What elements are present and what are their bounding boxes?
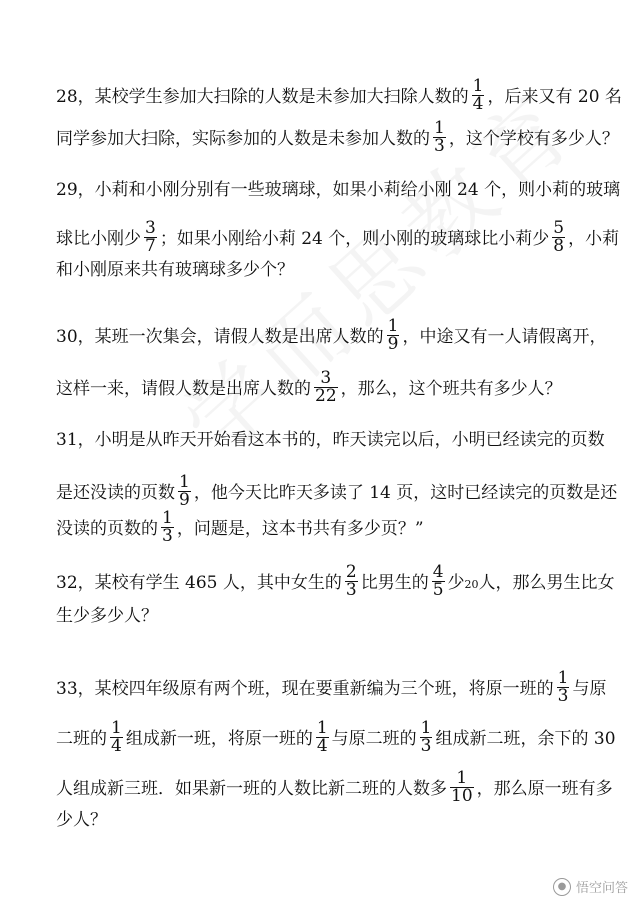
problem-31-line-3: [56, 508, 610, 547]
text-run: 30，某班一次集会，请假人数是出席人数的: [56, 327, 384, 347]
fraction: [557, 670, 570, 705]
small-number: 20: [464, 578, 479, 591]
fraction: [450, 770, 474, 805]
text-run: 32，某校有学生 465 人，其中女生的: [56, 573, 342, 593]
problem-33-line-2: [56, 718, 616, 757]
text-run: 少人？: [56, 810, 107, 830]
problem-31-line-1: [56, 428, 610, 452]
text-run: ；如果小刚给小莉 24 个，则小刚的玻璃球比小莉少: [159, 229, 550, 249]
text-run: 人组成新三班．如果新一班的人数比新二班的人数多: [56, 779, 447, 799]
problem-33-line-4: [56, 808, 610, 832]
fraction-denominator: 3: [162, 526, 173, 546]
fraction: [345, 564, 358, 599]
fraction: [314, 370, 338, 405]
problem-33-line-1: [56, 668, 610, 707]
fraction-denominator: 9: [179, 490, 190, 510]
text-run: 28，某校学生参加大扫除的人数是未参加大扫除人数的: [56, 87, 469, 107]
fraction-numerator: 1: [111, 718, 122, 738]
fraction: [144, 220, 157, 255]
text-run: 球比小刚少: [56, 229, 141, 249]
problem-28-line-2: [56, 118, 619, 157]
fraction-denominator: 9: [387, 334, 399, 354]
text-run: 是还没读的页数: [56, 483, 175, 503]
fraction-numerator: 2: [345, 562, 357, 582]
text-run: 没读的页数的: [56, 519, 158, 539]
fraction-numerator: 3: [145, 218, 156, 238]
fraction: [110, 720, 123, 755]
text-run: 与原二班的: [331, 729, 417, 749]
problem-30-line-2: [56, 368, 610, 407]
problem-30-line-1: [56, 316, 610, 355]
fraction-denominator: 22: [315, 386, 337, 406]
problem-29-line-2: [56, 218, 620, 257]
fraction: [420, 720, 433, 755]
fraction-denominator: 3: [420, 736, 432, 756]
fraction-denominator: 5: [432, 580, 444, 600]
fraction: [387, 318, 400, 353]
text-run: 31，小明是从昨天开始看这本书的，昨天读完以后，小明已经读完的页数: [56, 430, 605, 450]
text-run: 人，那么男生比女: [478, 573, 615, 593]
fraction: [178, 474, 191, 509]
fraction-numerator: 3: [320, 368, 332, 388]
fraction-denominator: 4: [316, 736, 328, 756]
text-run: ，问题是，这本书共有多少页？”: [176, 519, 424, 539]
fraction-numerator: 4: [432, 562, 444, 582]
fraction: [472, 78, 485, 113]
brand-badge: [553, 877, 628, 896]
text-run: 和小刚原来共有玻璃球多少个？: [56, 260, 294, 280]
text-run: ，他今天比昨天多读了 14 页，这时已经读完的页数是还: [193, 483, 618, 503]
text-run: 与原: [572, 679, 607, 699]
fraction-numerator: 1: [557, 668, 569, 688]
fraction-numerator: 1: [179, 472, 190, 492]
text-run: ，那么原一班有多: [476, 779, 613, 799]
fraction-numerator: 1: [316, 718, 328, 738]
text-run: ，这个学校有多少人？: [448, 129, 619, 149]
fraction-denominator: 3: [434, 136, 445, 156]
fraction: [552, 220, 565, 255]
problem-28-line-1: [56, 76, 622, 115]
problem-29-line-3: [56, 258, 610, 282]
fraction-numerator: 1: [162, 508, 173, 528]
fraction-denominator: 3: [345, 580, 357, 600]
fraction: [161, 510, 174, 545]
text-run: 29，小莉和小刚分别有一些玻璃球，如果小莉给小刚 24 个，则小莉的玻璃: [56, 180, 621, 200]
fraction-numerator: 5: [553, 218, 565, 238]
text-run: 组成新一班，将原一班的: [125, 729, 313, 749]
text-run: 同学参加大扫除，实际参加的人数是未参加人数的: [56, 129, 430, 149]
fraction-denominator: 4: [111, 736, 122, 756]
text-run: 比男生的: [360, 573, 429, 593]
fraction-numerator: 1: [434, 118, 445, 138]
fraction-numerator: 1: [456, 768, 468, 788]
fraction-denominator: 8: [553, 236, 565, 256]
problem-33-line-3: [56, 768, 613, 807]
fraction: [432, 564, 445, 599]
problem-31-line-2: [56, 472, 618, 511]
fraction-numerator: 1: [387, 316, 399, 336]
text-run: ，中途又有一人请假离开，: [402, 327, 607, 347]
text-run: 组成新二班，余下的 30: [435, 729, 616, 749]
fraction-denominator: 10: [451, 786, 473, 806]
fraction-denominator: 4: [472, 94, 484, 114]
chat-bubble-icon: ●: [553, 878, 571, 896]
fraction: [433, 120, 446, 155]
fraction-denominator: 3: [557, 686, 569, 706]
problem-32-line-1: [56, 562, 615, 601]
problem-32-line-2: [56, 604, 610, 628]
text-run: ，那么，这个班共有多少人？: [340, 379, 562, 399]
fraction: [316, 720, 329, 755]
text-run: 生少多少人？: [56, 606, 158, 626]
text-run: 33，某校四年级原有两个班，现在要重新编为三个班，将原一班的: [56, 679, 554, 699]
fraction-numerator: 1: [472, 76, 484, 96]
text-run: 少: [447, 573, 465, 593]
text-run: ，小莉: [568, 229, 620, 249]
watermark-text: [152, 106, 548, 481]
text-run: ，后来又有 20 名: [487, 87, 622, 107]
text-run: 这样一来，请假人数是出席人数的: [56, 379, 311, 399]
fraction-numerator: 1: [420, 718, 432, 738]
problem-29-line-1: [56, 178, 621, 202]
brand-name: 悟空问答: [575, 881, 628, 896]
fraction-denominator: 7: [145, 236, 156, 256]
text-run: 二班的: [56, 729, 107, 749]
